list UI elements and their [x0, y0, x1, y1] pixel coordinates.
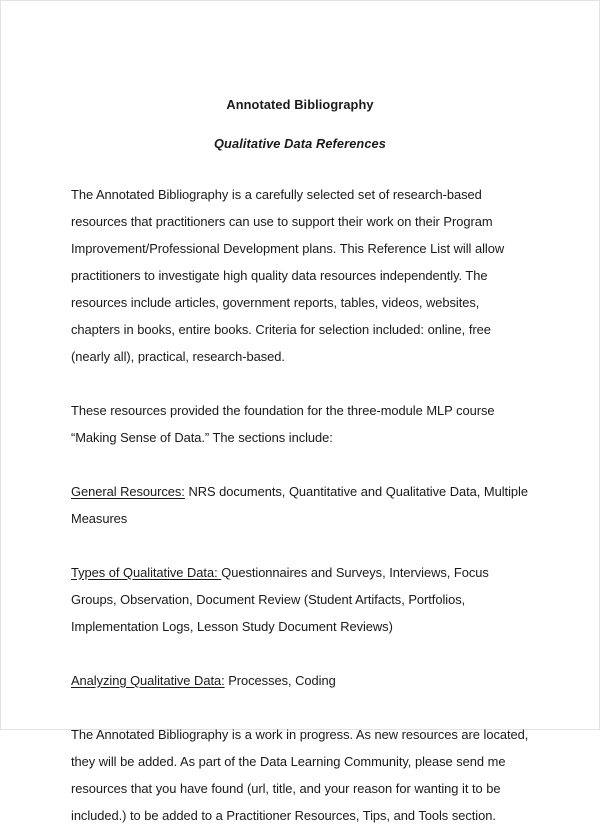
section-analyzing-qualitative-data-label: Analyzing Qualitative Data: — [71, 672, 225, 688]
document-subtitle: Qualitative Data References — [214, 135, 386, 151]
closing-paragraph: The Annotated Bibliography is a work in progress. As new resources are located, they will be added. As part of the Data Learning Community, please send me resources that you have found (url, title, and your reason for wanting it to be included.) to be added to a Practitioner Resources, Tips, and Tools section. — [71, 726, 529, 823]
section-general-resources — [71, 478, 529, 532]
document-title: Annotated Bibliography — [226, 97, 374, 112]
intro-paragraph: The Annotated Bibliography is a carefully selected set of research-based resources that practitioners can use to support their work on their Program Improvement/Professional Development plans. This Reference List will allow practitioners to investigate high quality data resources independently. The resources include articles, government reports, tables, videos, websites, chapters in books, entire books. Criteria for selection included: online, free (nearly all), practical, research-based. — [71, 186, 505, 364]
section-types-of-qualitative-data-label: Types of Qualitative Data: — [71, 564, 222, 580]
section-types-of-qualitative-data-content: Questionnaires and Surveys, Interviews, Focus Groups, Observation, Document Review (Student Artifacts, Portfolios, Implementation Logs, Lesson Study Document Reviews) — [71, 564, 489, 634]
section-general-resources-content: NRS documents, Quantitative and Qualitative Data, Multiple Measures — [71, 483, 528, 526]
document-body — [71, 99, 529, 829]
section-analyzing-qualitative-data — [71, 667, 529, 694]
foundation-paragraph: These resources provided the foundation for the three-module MLP course “Making Sense of Data.” The sections include: — [71, 402, 495, 445]
section-types-of-qualitative-data — [71, 559, 529, 640]
section-analyzing-qualitative-data-content: Processes, Coding — [224, 672, 336, 688]
section-general-resources-label: General Resources: — [71, 483, 185, 499]
